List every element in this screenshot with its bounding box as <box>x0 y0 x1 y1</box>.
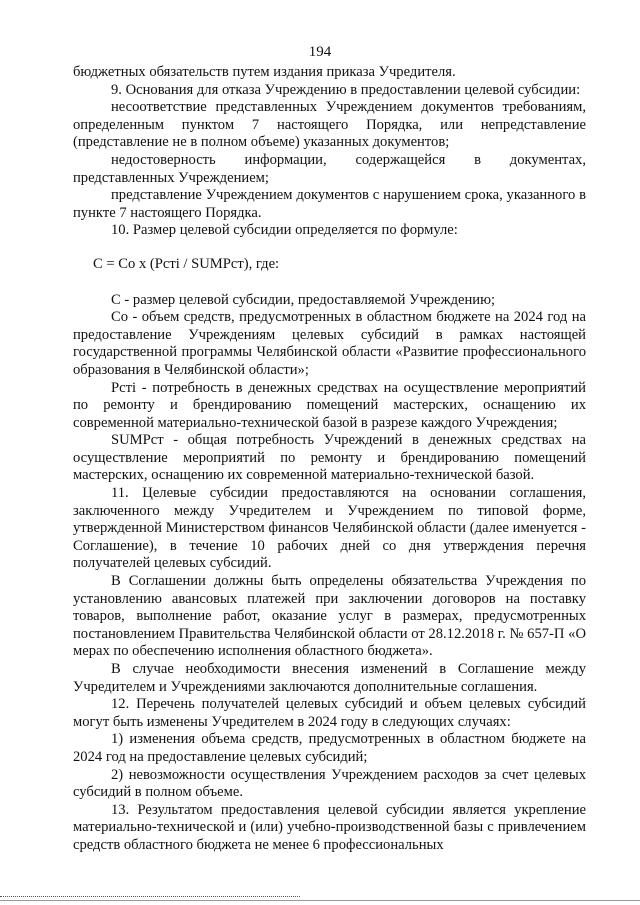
paragraph-12-item-1: 1) изменения объема средств, предусмотренных в областном бюджете на 2024 год на предоставление целевых субсидий; <box>73 731 586 765</box>
paragraph-9-item-3: представление Учреждением документов с нарушением срока, указанного в пункте 7 настоящего Порядка. <box>73 187 586 221</box>
subsidy-formula: С = Со x (Рсті / SUMРст), где: <box>93 255 280 272</box>
page-number: 194 <box>308 44 332 60</box>
paragraph-12: 12. Перечень получателей целевых субсидий и объем целевых субсидий могут быть изменены Учредителем в 2024 году в следующих случаях: <box>73 696 586 730</box>
paragraph-9-item-1: несоответствие представленных Учреждением документов требованиям, определенным пунктом 7 настоящего Порядка, или непредставление (представление не в полном объеме) указанных документов; <box>73 99 586 151</box>
paragraph-9: 9. Основания для отказа Учреждению в предоставлении целевой субсидии: <box>111 81 581 98</box>
footer-dotted-line <box>0 896 300 897</box>
formula-def-pcti: Рсті - потребность в денежных средствах на осуществление мероприятий по ремонту и брендированию помещений мастерских, оснащению их современной материально-технической базой в разрезе каждого Учреждения; <box>73 379 586 431</box>
formula-def-c: С - размер целевой субсидии, предоставляемой Учреждению; <box>111 291 496 308</box>
paragraph-10: 10. Размер целевой субсидии определяется по формуле: <box>111 222 458 239</box>
paragraph-11-amendments: В случае необходимости внесения изменений в Соглашение между Учредителем и Учреждениями заключаются дополнительные соглашения. <box>73 661 586 695</box>
paragraph-11: 11. Целевые субсидии предоставляются на основании соглашения, заключенного между Учредителем и Учреждением по типовой форме, утвержденной Министерством финансов Челябинской области (далее именуется - Соглашение), в течение 10 рабочих дней со дня утверждения перечня получателей целевых субсидий. <box>73 485 586 572</box>
paragraph-12-item-2: 2) невозможности осуществления Учреждением расходов за счет целевых субсидий в полном объеме. <box>73 766 586 801</box>
formula-def-co: Со - объем средств, предусмотренных в областном бюджете на 2024 год на предоставление Учреждениям целевых субсидий в рамках настоящей государственной программы Челябинской области «Развитие профессионального образования в Челябинской области»; <box>73 309 586 378</box>
paragraph-13: 13. Результатом предоставления целевой субсидии является укрепление материально-технической и (или) учебно-производственной базы с привлечением средств областного бюджета не менее 6 профессиональных <box>73 801 586 853</box>
document-body <box>73 64 586 855</box>
paragraph-continuation: бюджетных обязательств путем издания приказа Учредителя. <box>73 64 456 80</box>
paragraph-11-agreement-obligations: В Соглашении должны быть определены обязательства Учреждения по установлению авансовых платежей при заключении договоров на поставку товаров, выполнение работ, оказание услуг в размерах, предусмотренных постановлением Правительства Челябинской области от 28.12.2018 г. № 657-П «О мерах по обеспечению исполнения областного бюджета». <box>73 573 586 660</box>
formula-def-sumpct: SUMРст - общая потребность Учреждений в денежных средствах на осуществление мероприятий по ремонту и брендированию помещений мастерских, оснащению их современной материально-технической базой. <box>73 432 586 484</box>
footer-edge-line <box>0 900 640 901</box>
paragraph-9-item-2: недостоверность информации, содержащейся в документах, представленных Учреждением; <box>73 151 586 186</box>
